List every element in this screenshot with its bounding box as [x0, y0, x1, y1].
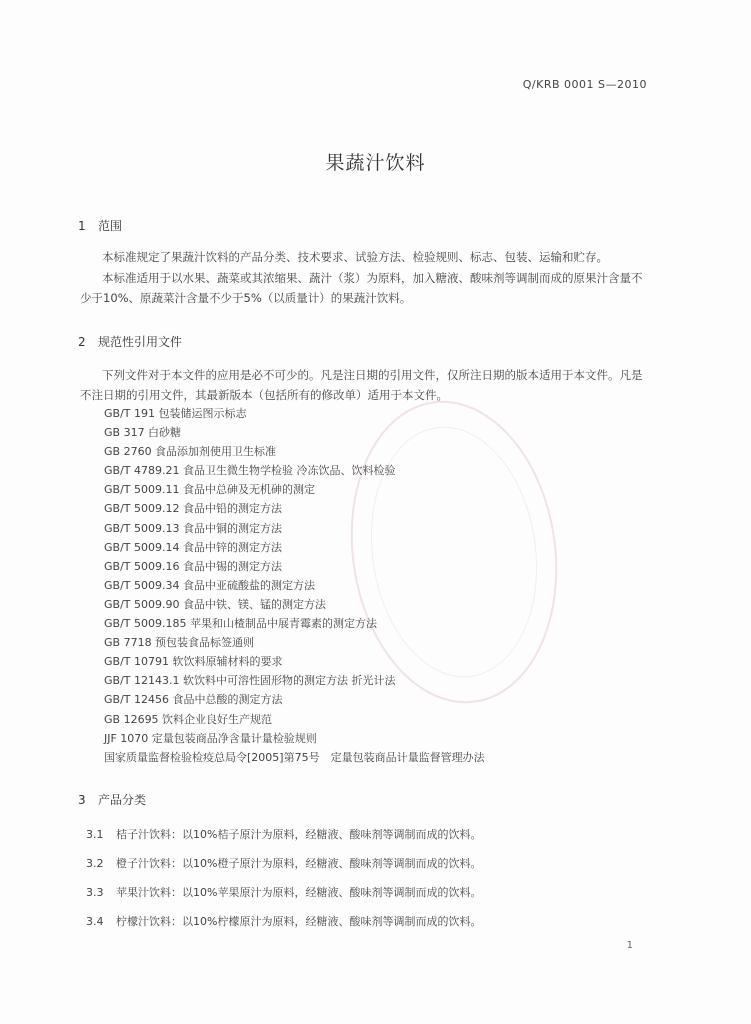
section-number: 3: [78, 793, 86, 807]
reference-item: GB/T 5009.34 食品中亚硫酸盐的测定方法: [104, 578, 315, 592]
classification-item: [86, 913, 481, 942]
section-title: 产品分类: [98, 793, 147, 807]
document-title: 果蔬汁饮料: [325, 152, 426, 174]
section-1-heading: [78, 217, 122, 234]
clause-number: 3.3: [86, 886, 104, 899]
clause-text: 桔子汁饮料：以10%桔子原汁为原料，经糖液、酸味剂等调制而成的饮料。: [116, 828, 482, 841]
classification-item: [86, 826, 481, 855]
reference-item: GB/T 5009.90 食品中铁、镁、锰的测定方法: [104, 597, 326, 611]
scope-text-1: 本标准规定了果蔬汁饮料的产品分类、技术要求、试验方法、检验规则、标志、包装、运输和贮存。: [102, 250, 608, 264]
reference-item: 国家质量监督检验检疫总局令[2005]第75号 定量包装商品计量监督管理办法: [104, 750, 485, 764]
page-number: 1: [626, 940, 633, 951]
reference-item: GB/T 5009.12 食品中铅的测定方法: [104, 502, 282, 516]
section-3-heading: [78, 791, 146, 808]
reference-item: GB 2760 食品添加剂使用卫生标准: [104, 445, 277, 459]
scope-paragraph-1: [80, 247, 652, 267]
reference-item: GB/T 5009.16 食品中锡的测定方法: [104, 559, 282, 573]
reference-item: GB/T 12143.1 软饮料中可溶性固形物的测定方法 折光计法: [104, 674, 396, 688]
reference-item: GB/T 10791 软饮料原辅材料的要求: [104, 655, 283, 669]
classification-list: [86, 826, 481, 942]
section-title: 范围: [98, 219, 123, 233]
scope-paragraph-2: [80, 268, 652, 308]
classification-item: [86, 855, 481, 884]
reference-item: GB 317 白砂糖: [104, 426, 182, 440]
reference-item: GB/T 191 包装储运图示标志: [104, 407, 247, 420]
reference-item: GB/T 12456 食品中总酸的测定方法: [104, 693, 283, 707]
section-title: 规范性引用文件: [98, 335, 183, 349]
clause-text: 橙子汁饮料：以10%橙子原汁为原料，经糖液、酸味剂等调制而成的饮料。: [116, 857, 482, 870]
clause-text: 柠檬汁饮料：以10%柠檬原汁为原料，经糖液、酸味剂等调制而成的饮料。: [116, 915, 482, 928]
scope-text-2: 本标准适用于以水果、蔬菜或其浓缩果、蔬汁（浆）为原料，加入糖液、酸味剂等调制而成的原果汁含量不少于10%、原蔬菜汁含量不少于5%（以质量计）的果蔬汁饮料。: [80, 271, 643, 305]
clause-number: 3.1: [86, 828, 104, 841]
reference-item: GB/T 5009.14 食品中锌的测定方法: [104, 540, 282, 554]
clause-number: 3.4: [86, 915, 104, 928]
section-2-heading: [78, 333, 182, 350]
clause-text: 苹果汁饮料：以10%苹果原汁为原料，经糖液、酸味剂等调制而成的饮料。: [116, 886, 482, 899]
reference-item: GB/T 5009.185 苹果和山楂制品中展青霉素的测定方法: [104, 617, 377, 631]
reference-item: JJF 1070 定量包装商品净含量计量检验规则: [104, 731, 317, 745]
refs-intro-text: 下列文件对于本文件的应用是必不可少的。凡是注日期的引用文件，仅所注日期的版本适用于本文件。凡是不注日期的引用文件，其最新版本（包括所有的修改单）适用于本文件。: [80, 368, 643, 402]
refs-intro-paragraph: [80, 365, 652, 405]
clause-number: 3.2: [86, 857, 104, 870]
reference-item: GB/T 5009.11 食品中总砷及无机砷的测定: [104, 483, 315, 497]
document-code: Q/KRB 0001 S—2010: [522, 78, 647, 91]
reference-item: GB/T 4789.21 食品卫生微生物学检验 冷冻饮品、饮料检验: [104, 464, 396, 478]
reference-list: [104, 404, 485, 767]
reference-item: GB 12695 饮料企业良好生产规范: [104, 712, 273, 726]
classification-item: [86, 884, 481, 913]
reference-item: GB 7718 预包装食品标签通则: [104, 636, 255, 650]
section-number: 2: [78, 335, 86, 349]
reference-item: GB/T 5009.13 食品中铜的测定方法: [104, 521, 282, 535]
section-number: 1: [78, 219, 86, 233]
